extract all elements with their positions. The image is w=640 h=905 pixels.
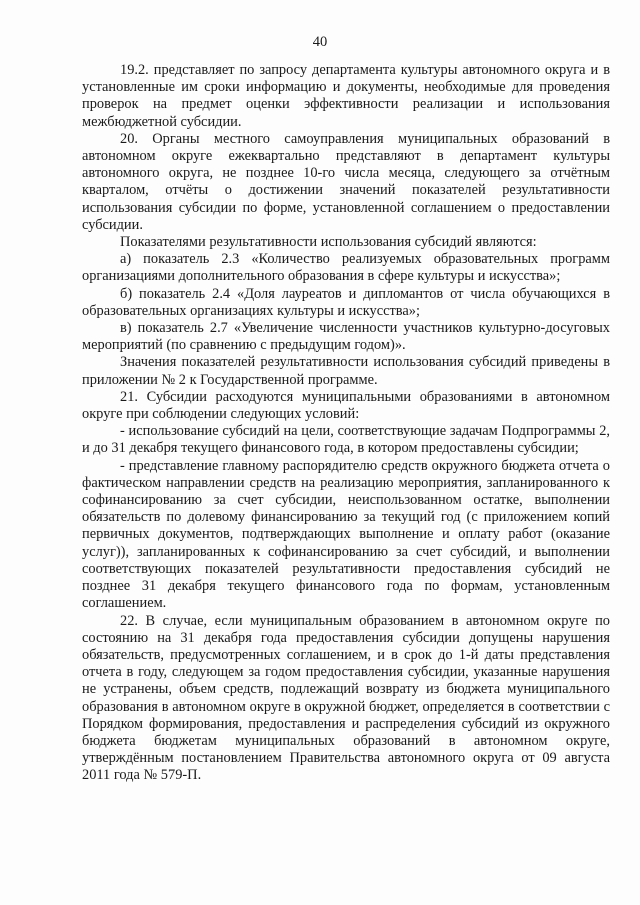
indicator-values-note: Значения показателей результативности использования субсидий приведены в приложении № 2 к Государственной программе. [82,354,610,388]
indicators-heading: Показателями результативности использования субсидий являются: [120,234,537,251]
paragraph-21: 21. Субсидии расходуются муниципальными образованиями в автономном округе при соблюдении следующих условий: [82,388,610,423]
indicator-v: в) показатель 2.7 «Увеличение численности участников культурно-досуговых мероприятий (по сравнению с предыдущим годом)». [82,320,610,354]
paragraph-22: 22. В случае, если муниципальным образованием в автономном округе по состоянию на 31 декабря года предоставления субсидии допущены нарушения обязательств, предусмотренных соглашением, и в срок до 1-й даты представления отчета в году, следующем за годом предоставления субсидии, указанные нарушения не устранены, объем средств, подлежащий возврату из бюджета муниципального образования в автономном округе в окружной бюджет, определяется в соответствии с Порядком формирования, предоставления и распределения субсидий из окружного бюджета бюджетам муниципальных образований в автономном округе, утверждённым постановлением Правительства автономного округа от 09 августа 2011 года № 579-П. [82,612,610,784]
paragraph-20: 20. Органы местного самоуправления муниципальных образований в автономном округе ежеквартально представляют в департамент культуры автономного округа, не позднее 10-го числа месяца, следующего за отчётным кварталом, отчёты о достижении значений показателей результативности использования субсидии по форме, установленной соглашением о предоставлении субсидии. [82,130,610,233]
document-body [82,62,610,785]
page-number: 40 [312,34,328,50]
paragraph-19-2: 19.2. представляет по запросу департамента культуры автономного округа и в установленные им сроки информацию и документы, необходимые для проведения проверок на предмет оценки эффективности реализации и использования межбюджетной субсидии. [82,62,610,130]
condition-item-1: - использование субсидий на цели, соответствующие задачам Подпрограммы 2, и до 31 декабря текущего финансового года, в котором предоставлены субсидии; [82,423,610,457]
condition-item-2: - представление главному распорядителю средств окружного бюджета отчета о фактическом направлении средств на реализацию мероприятия, запланированного к софинансированию за счет субсидии, неиспользованном остатке, выполнении обязательств по долевому финансированию за текущий год (с приложением копий первичных документов, подтверждающих выполнение и оплату работ (оказание услуг)), запланированных к софинансированию за счет субсидий, и выполнении соответствующих показателей результативности предоставления субсидий не позднее 31 декабря текущего финансового года по формам, установленным соглашением. [82,457,610,612]
indicator-b: б) показатель 2.4 «Доля лауреатов и дипломантов от числа обучающихся в образовательных организациях культуры и искусства»; [82,285,610,319]
indicator-a: а) показатель 2.3 «Количество реализуемых образовательных программ организациями дополнительного образования в сфере культуры и искусства»; [82,251,610,285]
